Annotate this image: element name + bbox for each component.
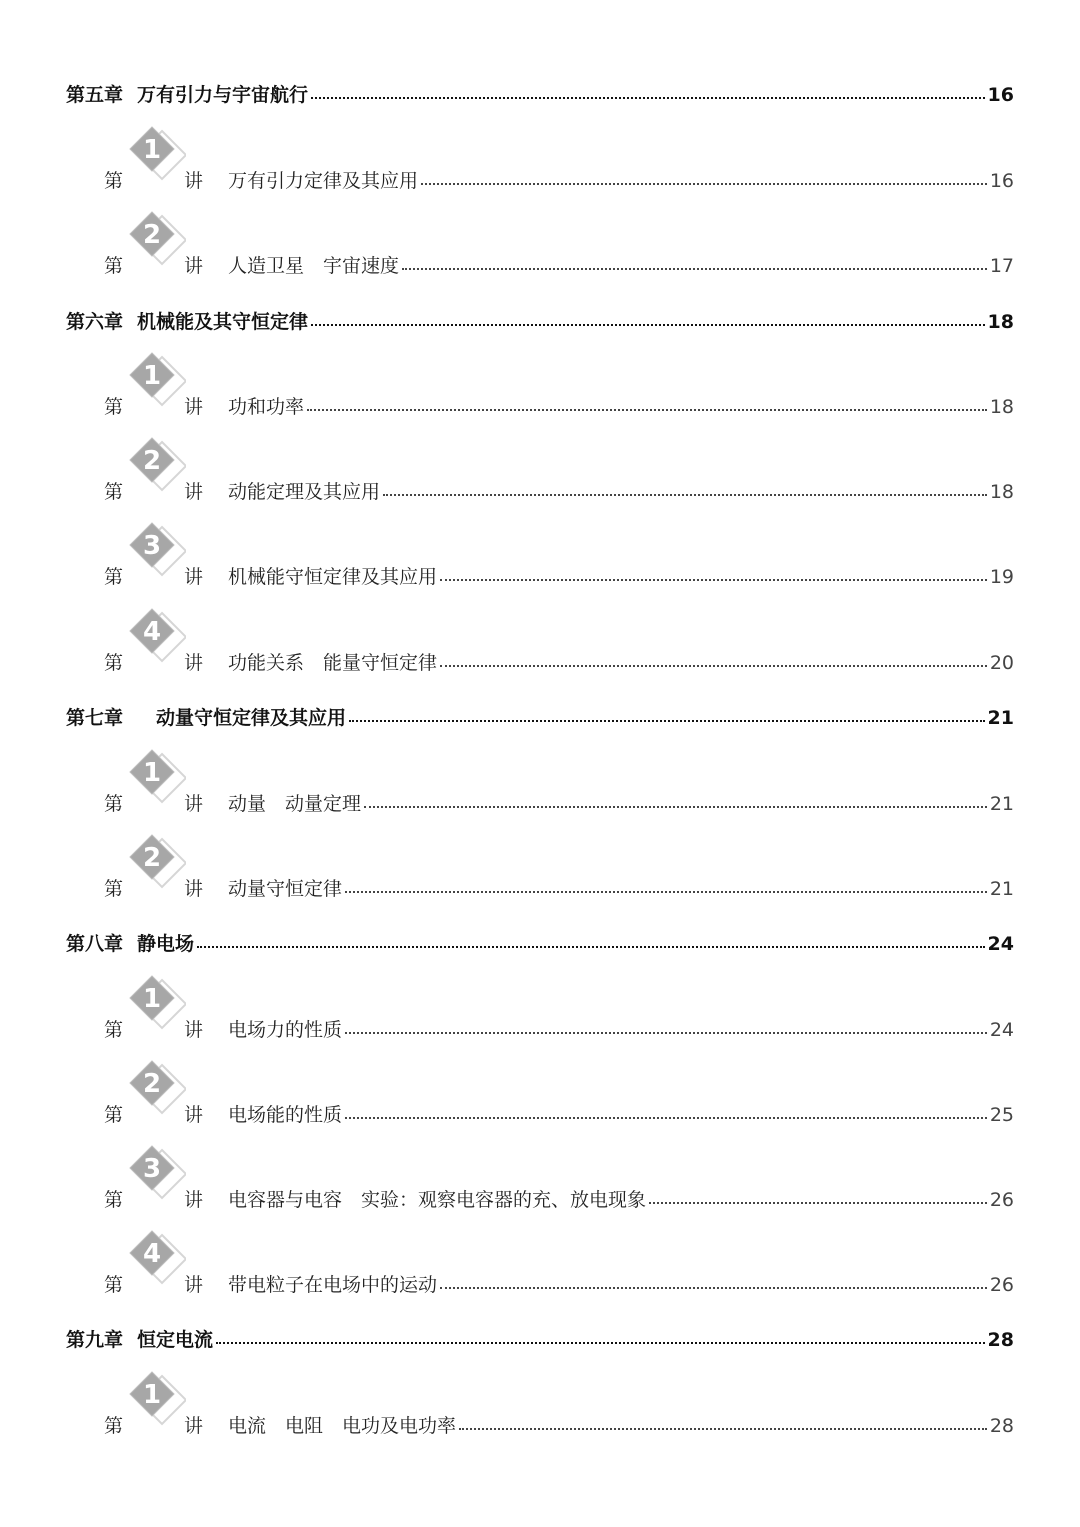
dot-leader <box>440 1287 987 1289</box>
toc-lecture-entry[interactable] <box>104 1069 1014 1127</box>
lecture-number: 1 <box>142 758 162 788</box>
toc-chapter-entry[interactable] <box>66 80 1014 107</box>
toc-lecture-entry[interactable] <box>104 531 1014 589</box>
toc-lecture-entry[interactable] <box>104 843 1014 901</box>
toc-lecture-entry[interactable] <box>104 446 1014 504</box>
lecture-title: 机械能守恒定律及其应用 <box>228 566 438 588</box>
lecture-number-badge <box>126 1239 184 1291</box>
lecture-title: 电流 电阻 电功及电功率 <box>228 1415 457 1437</box>
lecture-number: 4 <box>142 617 162 647</box>
lecture-title: 动能定理及其应用 <box>228 481 381 503</box>
dot-leader <box>345 891 987 893</box>
page-number: 18 <box>989 481 1014 503</box>
page-number: 18 <box>987 311 1014 333</box>
toc-lecture-entry[interactable] <box>104 1239 1014 1297</box>
lecture-number: 3 <box>142 1154 162 1184</box>
page-number: 21 <box>987 707 1014 729</box>
dot-leader <box>216 1342 985 1344</box>
lecture-suffix: 讲 <box>184 652 204 674</box>
lecture-number: 3 <box>142 531 162 561</box>
lecture-suffix: 讲 <box>184 396 204 418</box>
chapter-title: 静电场 <box>137 933 195 955</box>
diamond-number-icon <box>126 1368 186 1432</box>
lecture-prefix: 第 <box>104 1274 124 1296</box>
lecture-number-badge <box>126 984 184 1036</box>
diamond-number-icon <box>126 519 186 583</box>
lecture-title: 电场能的性质 <box>228 1104 343 1126</box>
toc-lecture-entry[interactable] <box>104 361 1014 419</box>
dot-leader <box>459 1428 987 1430</box>
lecture-suffix: 讲 <box>184 255 204 277</box>
lecture-number-badge <box>126 1069 184 1121</box>
page-number: 16 <box>987 84 1014 106</box>
lecture-suffix: 讲 <box>184 481 204 503</box>
lecture-number: 4 <box>142 1239 162 1269</box>
lecture-number: 2 <box>142 843 162 873</box>
lecture-number-badge <box>126 135 184 187</box>
lecture-prefix: 第 <box>104 255 124 277</box>
toc-lecture-entry[interactable] <box>104 758 1014 816</box>
lecture-title: 动量 动量定理 <box>228 793 362 815</box>
dot-leader <box>440 665 987 667</box>
dot-leader <box>345 1032 987 1034</box>
dot-leader <box>421 183 987 185</box>
diamond-number-icon <box>126 1227 186 1291</box>
lecture-prefix: 第 <box>104 170 124 192</box>
lecture-suffix: 讲 <box>184 170 204 192</box>
lecture-number: 2 <box>142 446 162 476</box>
chapter-label: 第九章 <box>66 1329 124 1351</box>
chapter-label: 第七章 <box>66 707 124 729</box>
diamond-number-icon <box>126 208 186 272</box>
lecture-suffix: 讲 <box>184 1189 204 1211</box>
toc-chapter-entry[interactable] <box>66 929 1014 956</box>
dot-leader <box>440 579 987 581</box>
toc-chapter-entry[interactable] <box>66 703 1014 730</box>
diamond-number-icon <box>126 972 186 1036</box>
lecture-suffix: 讲 <box>184 878 204 900</box>
page-number: 26 <box>989 1274 1014 1296</box>
toc-chapter-entry[interactable] <box>66 307 1014 334</box>
dot-leader <box>402 268 987 270</box>
page-number: 17 <box>989 255 1014 277</box>
lecture-title: 电容器与电容 实验：观察电容器的充、放电现象 <box>228 1189 647 1211</box>
lecture-suffix: 讲 <box>184 1274 204 1296</box>
page-number: 18 <box>989 396 1014 418</box>
lecture-title: 电场力的性质 <box>228 1019 343 1041</box>
chapter-label: 第五章 <box>66 84 124 106</box>
lecture-number: 2 <box>142 220 162 250</box>
lecture-prefix: 第 <box>104 1415 124 1437</box>
lecture-title: 带电粒子在电场中的运动 <box>228 1274 438 1296</box>
page-number: 28 <box>987 1329 1014 1351</box>
lecture-number-badge <box>126 531 184 583</box>
lecture-number-badge <box>126 1154 184 1206</box>
lecture-title: 动量守恒定律 <box>228 878 343 900</box>
dot-leader <box>311 97 985 99</box>
lecture-prefix: 第 <box>104 396 124 418</box>
lecture-prefix: 第 <box>104 566 124 588</box>
page-number: 16 <box>989 170 1014 192</box>
page-number: 21 <box>989 878 1014 900</box>
dot-leader <box>649 1202 987 1204</box>
toc-lecture-entry[interactable] <box>104 135 1014 193</box>
lecture-suffix: 讲 <box>184 1019 204 1041</box>
dot-leader <box>345 1117 987 1119</box>
lecture-title: 人造卫星 宇宙速度 <box>228 255 400 277</box>
lecture-title: 万有引力定律及其应用 <box>228 170 419 192</box>
toc-lecture-entry[interactable] <box>104 1154 1014 1212</box>
lecture-number: 1 <box>142 135 162 165</box>
page-number: 19 <box>989 566 1014 588</box>
lecture-prefix: 第 <box>104 1104 124 1126</box>
page-number: 20 <box>989 652 1014 674</box>
lecture-number-badge <box>126 1380 184 1432</box>
diamond-number-icon <box>126 605 186 669</box>
toc-lecture-entry[interactable] <box>104 984 1014 1042</box>
toc-lecture-entry[interactable] <box>104 1380 1014 1438</box>
lecture-prefix: 第 <box>104 793 124 815</box>
page-number: 24 <box>987 933 1014 955</box>
lecture-number: 2 <box>142 1069 162 1099</box>
lecture-prefix: 第 <box>104 481 124 503</box>
lecture-suffix: 讲 <box>184 566 204 588</box>
diamond-number-icon <box>126 434 186 498</box>
lecture-number: 1 <box>142 361 162 391</box>
chapter-title: 动量守恒定律及其应用 <box>137 707 347 729</box>
diamond-number-icon <box>126 123 186 187</box>
chapter-title: 恒定电流 <box>137 1329 214 1351</box>
diamond-number-icon <box>126 831 186 895</box>
lecture-title: 功和功率 <box>228 396 305 418</box>
dot-leader <box>307 409 987 411</box>
lecture-suffix: 讲 <box>184 1104 204 1126</box>
page-number: 26 <box>989 1189 1014 1211</box>
lecture-prefix: 第 <box>104 1019 124 1041</box>
diamond-number-icon <box>126 349 186 413</box>
dot-leader <box>364 806 987 808</box>
lecture-prefix: 第 <box>104 1189 124 1211</box>
diamond-number-icon <box>126 1142 186 1206</box>
page-number: 28 <box>989 1415 1014 1437</box>
lecture-number-badge <box>126 758 184 810</box>
chapter-title: 万有引力与宇宙航行 <box>137 84 309 106</box>
dot-leader <box>349 720 985 722</box>
lecture-number-badge <box>126 220 184 272</box>
toc-chapter-entry[interactable] <box>66 1325 1014 1352</box>
toc-lecture-entry[interactable] <box>104 220 1014 278</box>
lecture-suffix: 讲 <box>184 793 204 815</box>
lecture-suffix: 讲 <box>184 1415 204 1437</box>
page-number: 21 <box>989 793 1014 815</box>
lecture-number-badge <box>126 446 184 498</box>
diamond-number-icon <box>126 746 186 810</box>
page-number: 25 <box>989 1104 1014 1126</box>
lecture-number: 1 <box>142 984 162 1014</box>
lecture-number: 1 <box>142 1380 162 1410</box>
lecture-number-badge <box>126 361 184 413</box>
page-number: 24 <box>989 1019 1014 1041</box>
dot-leader <box>383 494 987 496</box>
lecture-prefix: 第 <box>104 652 124 674</box>
lecture-title: 功能关系 能量守恒定律 <box>228 652 438 674</box>
toc-lecture-entry[interactable] <box>104 617 1014 675</box>
diamond-number-icon <box>126 1057 186 1121</box>
chapter-title: 机械能及其守恒定律 <box>137 311 309 333</box>
chapter-label: 第八章 <box>66 933 124 955</box>
dot-leader <box>197 946 985 948</box>
dot-leader <box>311 324 985 326</box>
lecture-number-badge <box>126 617 184 669</box>
lecture-number-badge <box>126 843 184 895</box>
lecture-prefix: 第 <box>104 878 124 900</box>
chapter-label: 第六章 <box>66 311 124 333</box>
